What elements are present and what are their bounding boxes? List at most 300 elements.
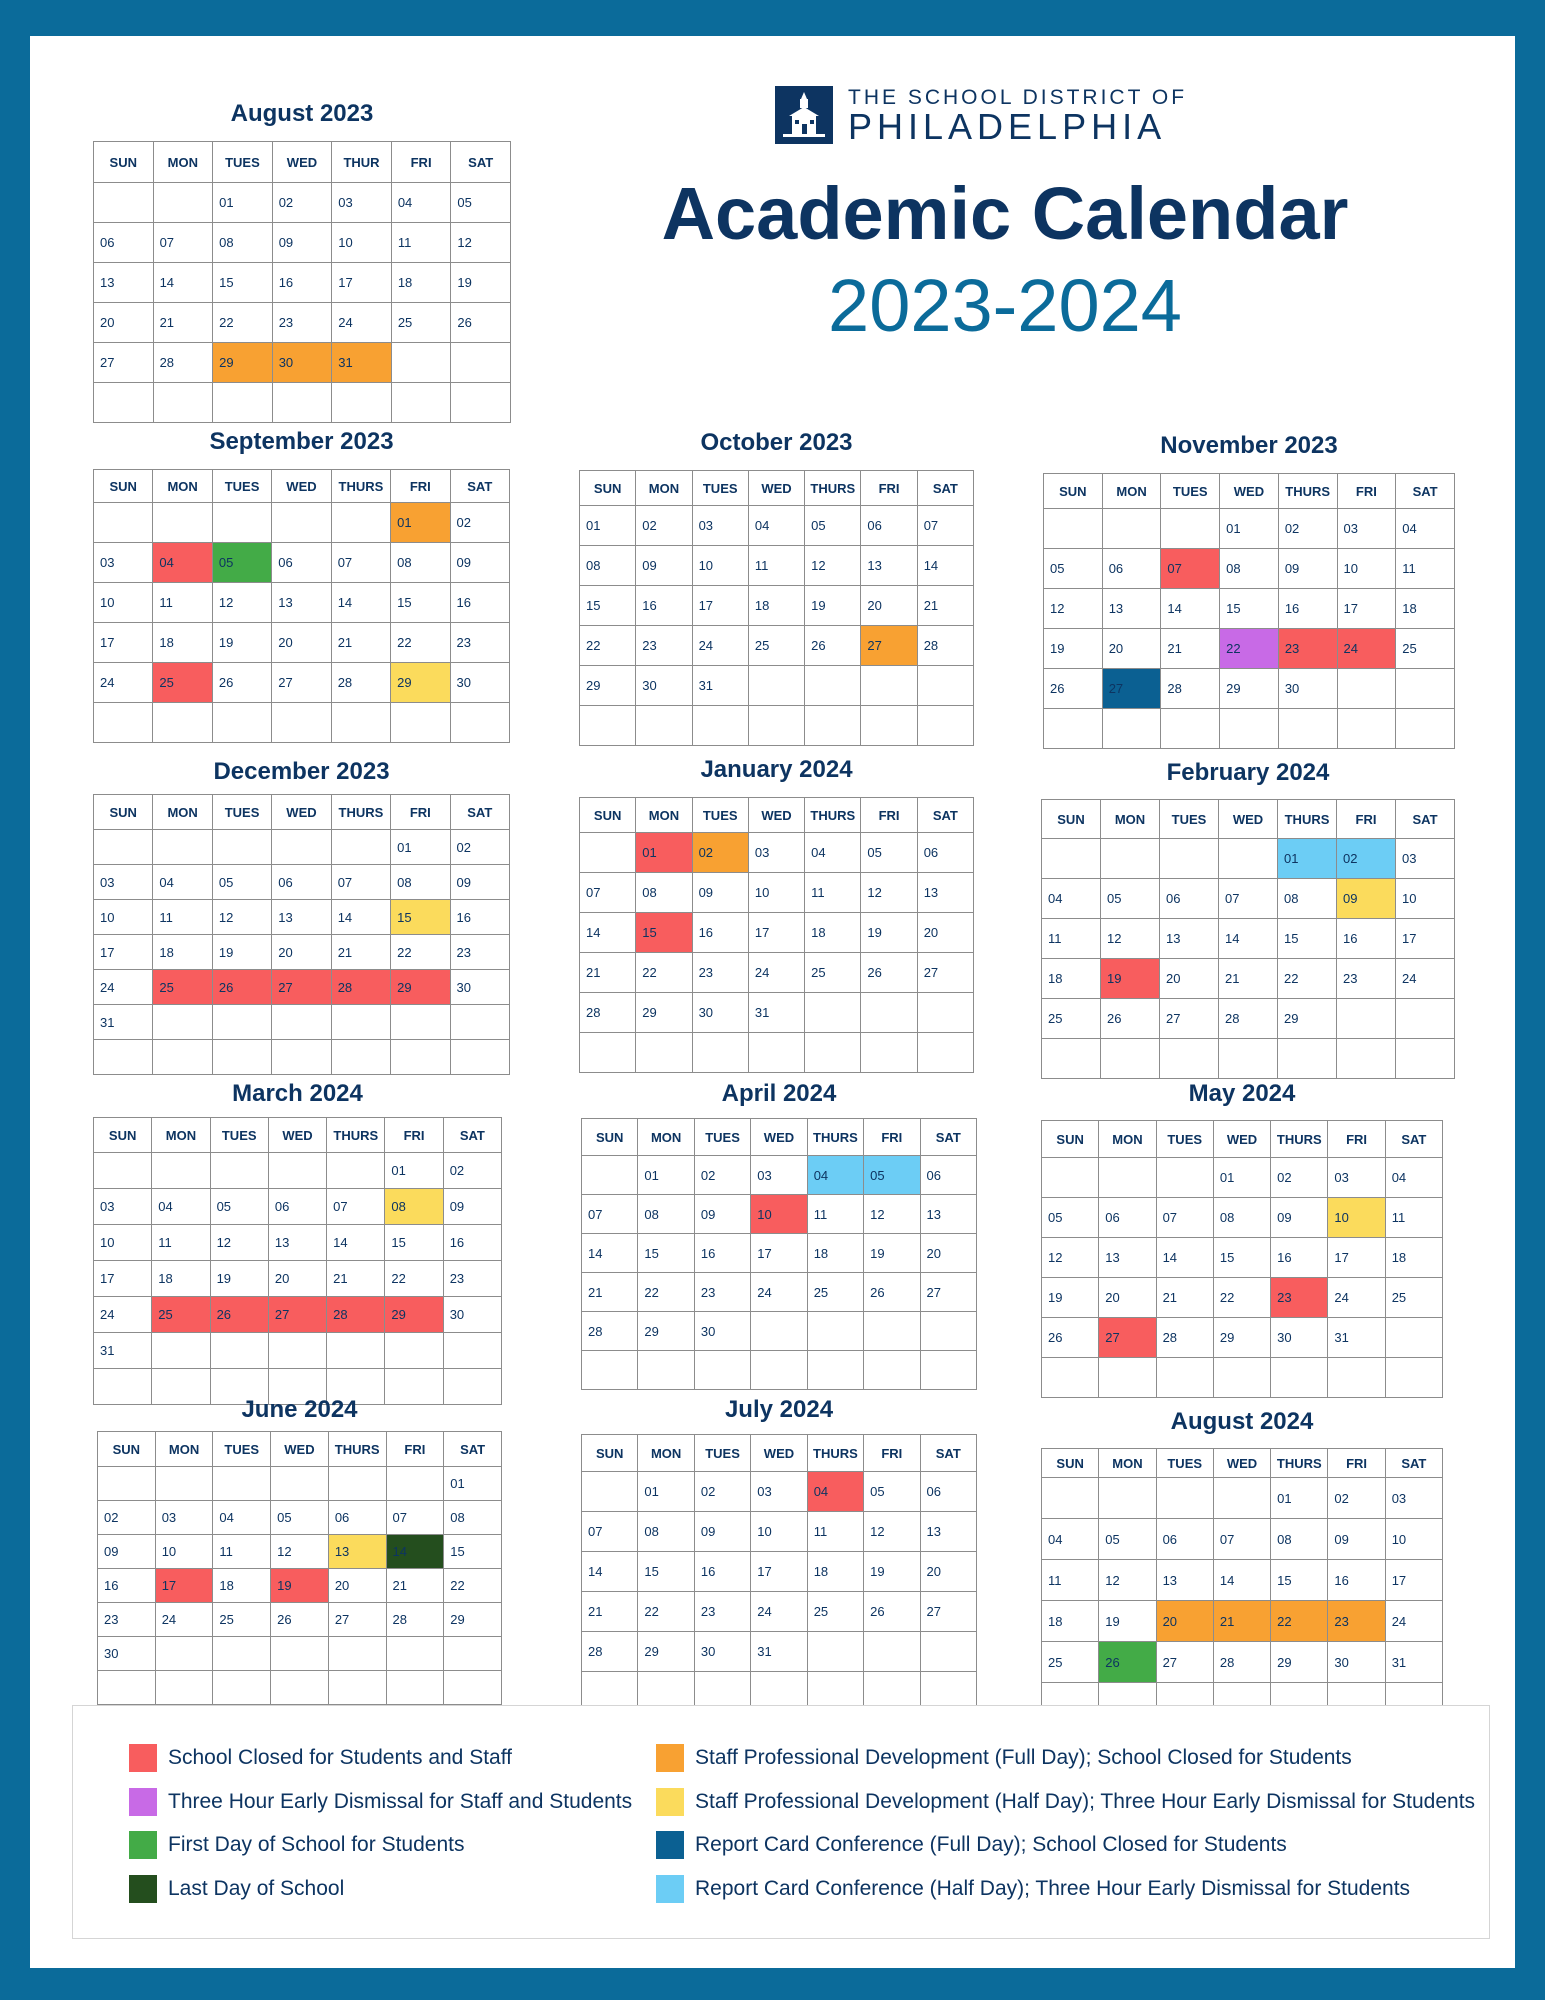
empty-day-cell xyxy=(94,830,153,865)
weekday-header: SAT xyxy=(450,470,509,503)
day-cell: 09 xyxy=(1337,879,1396,919)
weekday-header: THURS xyxy=(327,1118,385,1153)
weekday-header: SUN xyxy=(1042,1121,1099,1158)
week-row xyxy=(94,543,510,583)
empty-day-cell xyxy=(331,830,390,865)
day-cell: 10 xyxy=(748,873,804,913)
legend-swatch-rc-half xyxy=(656,1875,684,1903)
empty-day-cell xyxy=(391,703,450,743)
day-cell: 20 xyxy=(1102,629,1161,669)
day-cell: 15 xyxy=(444,1535,502,1569)
week-row xyxy=(94,223,511,263)
empty-day-cell xyxy=(1161,709,1220,749)
day-cell: 23 xyxy=(1328,1601,1385,1642)
day-cell: 01 xyxy=(638,1156,694,1195)
weekday-header: MON xyxy=(153,795,212,830)
empty-day-cell xyxy=(94,183,154,223)
day-cell: 06 xyxy=(1099,1198,1156,1238)
empty-day-cell xyxy=(153,383,213,423)
day-cell: 15 xyxy=(1278,919,1337,959)
day-cell: 15 xyxy=(580,586,636,626)
weekday-header-row xyxy=(94,470,510,503)
day-cell: 12 xyxy=(212,583,271,623)
week-row xyxy=(580,666,974,706)
month-title: March 2024 xyxy=(232,1080,363,1107)
empty-day-cell xyxy=(153,503,212,543)
day-cell: 14 xyxy=(1156,1238,1213,1278)
day-cell: 10 xyxy=(1385,1519,1442,1560)
day-cell: 25 xyxy=(748,626,804,666)
day-cell: 19 xyxy=(1101,959,1160,999)
day-cell: 21 xyxy=(1161,629,1220,669)
day-cell: 05 xyxy=(861,833,917,873)
weekday-header: WED xyxy=(748,798,804,833)
legend-label: School Closed for Students and Staff xyxy=(168,1746,512,1769)
day-cell: 04 xyxy=(1042,1519,1099,1560)
weekday-header: THURS xyxy=(331,795,390,830)
day-cell: 08 xyxy=(580,546,636,586)
week-row xyxy=(582,1472,977,1512)
day-cell: 24 xyxy=(748,953,804,993)
day-cell: 27 xyxy=(1099,1318,1156,1358)
day-cell: 01 xyxy=(385,1153,443,1189)
weekday-header: THURS xyxy=(1271,1121,1328,1158)
day-cell: 10 xyxy=(1396,879,1455,919)
weekday-header: MON xyxy=(638,1435,694,1472)
day-cell: 25 xyxy=(807,1592,863,1632)
weekday-header: MON xyxy=(638,1119,694,1156)
day-cell: 02 xyxy=(694,1472,750,1512)
weekday-header: FRI xyxy=(861,798,917,833)
day-cell: 05 xyxy=(805,506,861,546)
empty-day-cell xyxy=(807,1632,863,1672)
day-cell: 19 xyxy=(212,623,271,663)
week-row xyxy=(94,263,511,303)
day-cell: 05 xyxy=(1042,1198,1099,1238)
day-cell: 27 xyxy=(268,1297,326,1333)
weekday-header: SUN xyxy=(580,798,636,833)
week-row xyxy=(94,663,510,703)
day-cell: 20 xyxy=(268,1261,326,1297)
day-cell: 14 xyxy=(582,1552,638,1592)
weekday-header: THURS xyxy=(1278,474,1337,509)
empty-day-cell xyxy=(451,383,511,423)
empty-day-cell xyxy=(444,1671,502,1705)
empty-day-cell xyxy=(1278,1039,1337,1079)
empty-day-cell xyxy=(582,1156,638,1195)
empty-day-cell xyxy=(210,1333,268,1369)
day-cell: 19 xyxy=(805,586,861,626)
day-cell: 06 xyxy=(920,1156,976,1195)
empty-day-cell xyxy=(213,1637,271,1671)
day-cell: 24 xyxy=(155,1603,213,1637)
week-row xyxy=(94,623,510,663)
day-cell: 06 xyxy=(861,506,917,546)
calendar-grid xyxy=(581,1434,977,1712)
day-cell: 26 xyxy=(271,1603,329,1637)
day-cell: 02 xyxy=(272,183,332,223)
week-row xyxy=(1044,509,1455,549)
day-cell: 28 xyxy=(1213,1642,1270,1683)
empty-day-cell xyxy=(327,1333,385,1369)
day-cell: 04 xyxy=(1385,1158,1442,1198)
empty-day-cell xyxy=(391,383,451,423)
empty-day-cell xyxy=(94,1040,153,1075)
week-row xyxy=(580,586,974,626)
empty-day-cell xyxy=(1102,709,1161,749)
weekday-header: TUES xyxy=(213,1432,271,1467)
weekday-header: MON xyxy=(1099,1449,1156,1478)
day-cell: 09 xyxy=(98,1535,156,1569)
day-cell: 03 xyxy=(94,543,153,583)
weekday-header: SUN xyxy=(94,795,153,830)
week-row xyxy=(582,1592,977,1632)
empty-day-cell xyxy=(1042,1358,1099,1398)
day-cell: 01 xyxy=(1213,1158,1270,1198)
day-cell: 07 xyxy=(1219,879,1278,919)
day-cell: 08 xyxy=(1213,1198,1270,1238)
day-cell: 17 xyxy=(94,623,153,663)
empty-day-cell xyxy=(331,703,390,743)
school-year: 2023-2024 xyxy=(828,264,1182,347)
day-cell: 29 xyxy=(385,1297,443,1333)
week-row xyxy=(582,1632,977,1672)
day-cell: 13 xyxy=(328,1535,386,1569)
legend-label: First Day of School for Students xyxy=(168,1833,465,1856)
day-cell: 22 xyxy=(213,303,273,343)
empty-day-cell xyxy=(1156,1478,1213,1519)
day-cell: 11 xyxy=(805,873,861,913)
day-cell: 21 xyxy=(582,1592,638,1632)
day-cell: 19 xyxy=(210,1261,268,1297)
week-row xyxy=(580,993,974,1033)
day-cell: 17 xyxy=(751,1552,807,1592)
weekday-header: THURS xyxy=(805,798,861,833)
empty-day-cell xyxy=(1156,1158,1213,1198)
empty-day-cell xyxy=(94,1153,152,1189)
weekday-header: TUES xyxy=(1156,1449,1213,1478)
month-title: February 2024 xyxy=(1166,759,1330,786)
day-cell: 17 xyxy=(1337,589,1396,629)
empty-day-cell xyxy=(152,1333,210,1369)
day-cell: 28 xyxy=(917,626,973,666)
month-title: November 2023 xyxy=(1160,432,1338,459)
calendar-grid xyxy=(579,797,974,1073)
week-row xyxy=(94,583,510,623)
empty-day-cell xyxy=(917,1033,973,1073)
week-row xyxy=(1042,959,1455,999)
day-cell: 10 xyxy=(155,1535,213,1569)
day-cell: 11 xyxy=(153,900,212,935)
day-cell: 29 xyxy=(636,993,692,1033)
weekday-header: FRI xyxy=(1337,800,1396,839)
day-cell: 26 xyxy=(1042,1318,1099,1358)
day-cell: 25 xyxy=(152,1297,210,1333)
day-cell: 18 xyxy=(153,935,212,970)
day-cell: 19 xyxy=(864,1552,920,1592)
day-cell: 12 xyxy=(212,900,271,935)
legend-label: Last Day of School xyxy=(168,1877,345,1900)
empty-day-cell xyxy=(155,1467,213,1501)
day-cell: 05 xyxy=(1044,549,1103,589)
week-row xyxy=(94,900,510,935)
day-cell: 29 xyxy=(638,1312,694,1351)
weekday-header: SAT xyxy=(917,471,973,506)
weekday-header: SUN xyxy=(94,470,153,503)
day-cell: 19 xyxy=(271,1569,329,1603)
weekday-header: FRI xyxy=(391,142,451,183)
empty-day-cell xyxy=(1337,1039,1396,1079)
day-cell: 04 xyxy=(807,1156,863,1195)
day-cell: 28 xyxy=(1161,669,1220,709)
weekday-header: MON xyxy=(153,142,213,183)
empty-day-cell xyxy=(805,993,861,1033)
day-cell: 27 xyxy=(1102,669,1161,709)
week-row xyxy=(94,1297,502,1333)
day-cell: 02 xyxy=(1337,839,1396,879)
empty-day-cell xyxy=(692,1033,748,1073)
week-row xyxy=(94,1005,510,1040)
empty-day-cell xyxy=(805,1033,861,1073)
month-title: October 2023 xyxy=(700,429,853,456)
day-cell: 17 xyxy=(332,263,392,303)
day-cell: 25 xyxy=(805,953,861,993)
empty-day-cell xyxy=(1396,1039,1455,1079)
day-cell: 18 xyxy=(391,263,451,303)
empty-day-cell xyxy=(1044,709,1103,749)
calendar-grid xyxy=(93,141,511,423)
day-cell: 07 xyxy=(327,1189,385,1225)
weekday-header: TUES xyxy=(213,142,273,183)
day-cell: 09 xyxy=(692,873,748,913)
day-cell: 23 xyxy=(98,1603,156,1637)
day-cell: 14 xyxy=(1161,589,1220,629)
empty-day-cell xyxy=(450,703,509,743)
day-cell: 27 xyxy=(1156,1642,1213,1683)
day-cell: 17 xyxy=(748,913,804,953)
day-cell: 07 xyxy=(153,223,213,263)
day-cell: 28 xyxy=(153,343,213,383)
school-building-logo-icon xyxy=(775,86,833,144)
empty-day-cell xyxy=(153,183,213,223)
week-row xyxy=(94,830,510,865)
day-cell: 23 xyxy=(1271,1278,1328,1318)
day-cell: 11 xyxy=(153,583,212,623)
week-row xyxy=(580,506,974,546)
weekday-header-row xyxy=(94,142,511,183)
day-cell: 30 xyxy=(98,1637,156,1671)
weekday-header-row xyxy=(1042,1449,1443,1478)
weekday-header: THURS xyxy=(328,1432,386,1467)
weekday-header: WED xyxy=(268,1118,326,1153)
day-cell: 04 xyxy=(748,506,804,546)
weekday-header: MON xyxy=(636,471,692,506)
day-cell: 15 xyxy=(213,263,273,303)
weekday-header: SUN xyxy=(94,1118,152,1153)
day-cell: 21 xyxy=(331,623,390,663)
empty-day-cell xyxy=(155,1671,213,1705)
week-row xyxy=(94,703,510,743)
empty-day-cell xyxy=(328,1671,386,1705)
week-row xyxy=(1042,1478,1443,1519)
day-cell: 14 xyxy=(386,1535,444,1569)
day-cell: 27 xyxy=(272,970,331,1005)
day-cell: 07 xyxy=(331,865,390,900)
day-cell: 09 xyxy=(1328,1519,1385,1560)
weekday-header: FRI xyxy=(1328,1121,1385,1158)
day-cell: 18 xyxy=(807,1552,863,1592)
empty-day-cell xyxy=(1042,839,1101,879)
day-cell: 12 xyxy=(1044,589,1103,629)
weekday-header: TUES xyxy=(692,798,748,833)
month-title: April 2024 xyxy=(721,1080,837,1107)
legend xyxy=(72,1705,1490,1939)
weekday-header: THUR xyxy=(332,142,392,183)
day-cell: 28 xyxy=(386,1603,444,1637)
day-cell: 29 xyxy=(580,666,636,706)
month-title: June 2024 xyxy=(241,1396,358,1423)
day-cell: 14 xyxy=(582,1234,638,1273)
day-cell: 21 xyxy=(327,1261,385,1297)
empty-day-cell xyxy=(272,830,331,865)
week-row xyxy=(1042,1560,1443,1601)
day-cell: 06 xyxy=(272,865,331,900)
day-cell: 12 xyxy=(1042,1238,1099,1278)
day-cell: 02 xyxy=(450,503,509,543)
day-cell: 12 xyxy=(864,1195,920,1234)
weekday-header: WED xyxy=(748,471,804,506)
day-cell: 23 xyxy=(636,626,692,666)
day-cell: 08 xyxy=(213,223,273,263)
day-cell: 22 xyxy=(1271,1601,1328,1642)
day-cell: 19 xyxy=(212,935,271,970)
empty-day-cell xyxy=(271,1671,329,1705)
day-cell: 31 xyxy=(94,1333,152,1369)
day-cell: 04 xyxy=(153,865,212,900)
day-cell: 13 xyxy=(1156,1560,1213,1601)
weekday-header: SUN xyxy=(98,1432,156,1467)
weekday-header: THURS xyxy=(1271,1449,1328,1478)
day-cell: 20 xyxy=(1156,1601,1213,1642)
empty-day-cell xyxy=(1213,1358,1270,1398)
weekday-header-row xyxy=(580,471,974,506)
weekday-header: TUES xyxy=(694,1119,750,1156)
empty-day-cell xyxy=(582,1351,638,1390)
empty-day-cell xyxy=(271,1637,329,1671)
day-cell: 21 xyxy=(386,1569,444,1603)
day-cell: 11 xyxy=(391,223,451,263)
month-december-2023 xyxy=(93,758,510,1081)
weekday-header-row xyxy=(98,1432,502,1467)
weekday-header: SAT xyxy=(1396,800,1455,839)
week-row xyxy=(582,1273,977,1312)
day-cell: 18 xyxy=(807,1234,863,1273)
empty-day-cell xyxy=(1102,509,1161,549)
empty-day-cell xyxy=(1337,709,1396,749)
day-cell: 10 xyxy=(94,1225,152,1261)
day-cell: 13 xyxy=(920,1512,976,1552)
day-cell: 23 xyxy=(450,935,509,970)
day-cell: 09 xyxy=(272,223,332,263)
weekday-header-row xyxy=(1042,1121,1443,1158)
month-title: July 2024 xyxy=(724,1396,834,1423)
day-cell: 27 xyxy=(94,343,154,383)
day-cell: 01 xyxy=(213,183,273,223)
day-cell: 03 xyxy=(94,1189,152,1225)
day-cell: 22 xyxy=(391,623,450,663)
day-cell: 26 xyxy=(1099,1642,1156,1683)
empty-day-cell xyxy=(386,1467,444,1501)
month-title: January 2024 xyxy=(700,756,853,783)
weekday-header: WED xyxy=(271,1432,329,1467)
empty-day-cell xyxy=(153,830,212,865)
day-cell: 22 xyxy=(638,1592,694,1632)
day-cell: 26 xyxy=(1044,669,1103,709)
empty-day-cell xyxy=(580,1033,636,1073)
weekday-header: WED xyxy=(272,795,331,830)
month-february-2024 xyxy=(1041,759,1455,1080)
week-row xyxy=(94,343,511,383)
day-cell: 08 xyxy=(444,1501,502,1535)
day-cell: 11 xyxy=(213,1535,271,1569)
calendar-grid xyxy=(93,469,510,743)
day-cell: 29 xyxy=(1278,999,1337,1039)
weekday-header: SAT xyxy=(1396,474,1455,509)
week-row xyxy=(1044,709,1455,749)
day-cell: 08 xyxy=(385,1189,443,1225)
day-cell: 14 xyxy=(327,1225,385,1261)
day-cell: 03 xyxy=(155,1501,213,1535)
day-cell: 03 xyxy=(1396,839,1455,879)
week-row xyxy=(98,1603,502,1637)
empty-day-cell xyxy=(272,703,331,743)
day-cell: 02 xyxy=(443,1153,501,1189)
month-november-2023 xyxy=(1043,432,1455,751)
month-title: August 2023 xyxy=(230,100,374,127)
day-cell: 28 xyxy=(580,993,636,1033)
month-august-2023 xyxy=(93,100,511,426)
day-cell: 07 xyxy=(917,506,973,546)
day-cell: 08 xyxy=(1271,1519,1328,1560)
weekday-header: SUN xyxy=(580,471,636,506)
day-cell: 13 xyxy=(272,583,331,623)
week-row xyxy=(1042,1238,1443,1278)
day-cell: 12 xyxy=(210,1225,268,1261)
day-cell: 29 xyxy=(391,970,450,1005)
weekday-header: SAT xyxy=(1385,1449,1442,1478)
week-row xyxy=(1044,549,1455,589)
day-cell: 24 xyxy=(1337,629,1396,669)
day-cell: 15 xyxy=(638,1234,694,1273)
day-cell: 18 xyxy=(1396,589,1455,629)
day-cell: 05 xyxy=(1099,1519,1156,1560)
day-cell: 24 xyxy=(751,1273,807,1312)
day-cell: 17 xyxy=(94,1261,152,1297)
empty-day-cell xyxy=(391,1040,450,1075)
day-cell: 11 xyxy=(1042,1560,1099,1601)
week-row xyxy=(1042,1278,1443,1318)
empty-day-cell xyxy=(210,1153,268,1189)
day-cell: 30 xyxy=(636,666,692,706)
empty-day-cell xyxy=(268,1333,326,1369)
empty-day-cell xyxy=(451,343,511,383)
week-row xyxy=(580,1033,974,1073)
day-cell: 24 xyxy=(332,303,392,343)
day-cell: 18 xyxy=(1042,959,1101,999)
day-cell: 02 xyxy=(98,1501,156,1535)
day-cell: 24 xyxy=(692,626,748,666)
day-cell: 23 xyxy=(694,1273,750,1312)
